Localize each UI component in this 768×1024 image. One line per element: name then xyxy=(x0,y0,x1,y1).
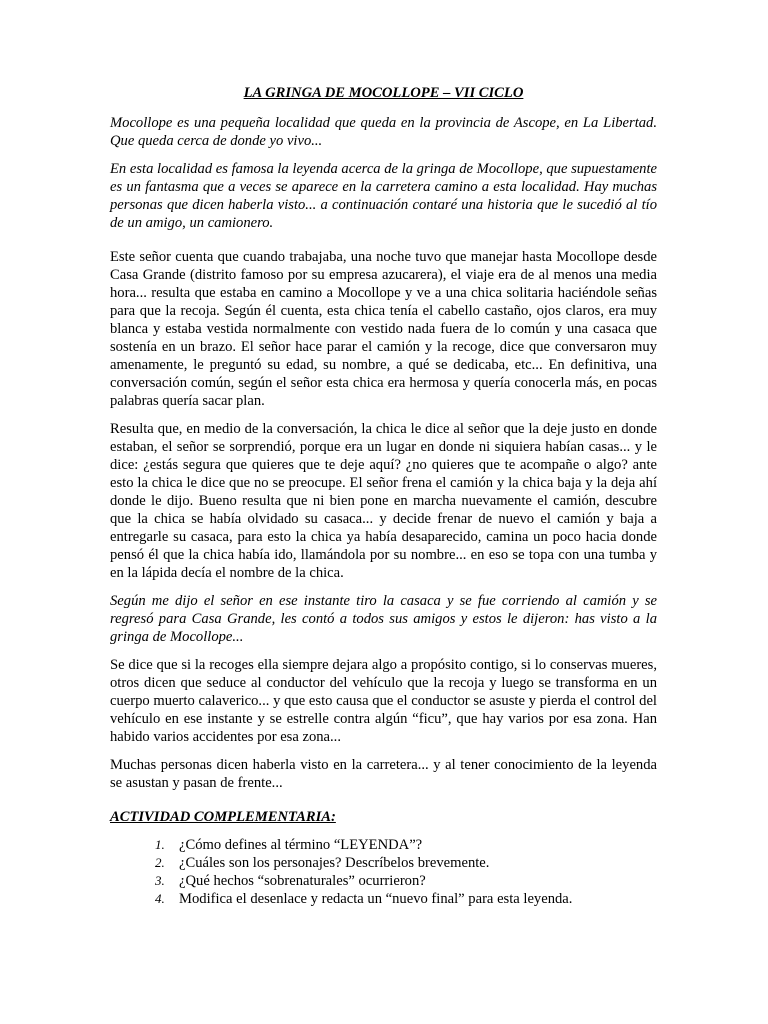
question-number: 4. xyxy=(155,891,165,906)
list-item xyxy=(110,836,657,854)
activity-heading: ACTIVIDAD COMPLEMENTARIA: xyxy=(110,809,336,825)
paragraph-story-middle: Resulta que, en medio de la conversación, la chica le dice al señor que la deje justo en donde estaban, el señor se sorprendió, porque era un lugar en donde ni siquiera habían casas... y le dice: ¿estás segura que quieres que te deje aquí? ¿no quieres que te acompañe o algo? ante esto la chica le dice que no se preocupe. El señor frena el camión y la chica baja y la deja ahí donde le dijo. Bueno resulta que ni bien pone en marcha nuevamente el camión, descubre que la chica se había olvidado su casaca... y decide frenar de nuevo el camión y baja a entregarle su casaca, para esto la chica ya había desaparecido, camina un poco hacia donde pensó él que la chica había ido, llamándola por su nombre... en eso se topa con una tumba y en la lápida decía el nombre de la chica. xyxy=(110,421,657,581)
question-number: 2. xyxy=(155,855,165,870)
question-number: 3. xyxy=(155,873,165,888)
question-text: ¿Cuáles son los personajes? Descríbelos brevemente. xyxy=(179,855,490,871)
list-item xyxy=(110,890,657,908)
question-number: 1. xyxy=(155,837,165,852)
paragraph-story-end: Según me dijo el señor en ese instante tiro la casaca y se fue corriendo al camión y se regresó para Casa Grande, les contó a todos sus amigos y estos le dijeron: has visto a la gringa de Mocollope... xyxy=(110,593,657,645)
question-text: ¿Cómo defines al término “LEYENDA”? xyxy=(179,837,423,853)
list-item xyxy=(110,872,657,890)
question-text: ¿Qué hechos “sobrenaturales” ocurrieron? xyxy=(179,873,426,889)
paragraph-intro: Mocollope es una pequeña localidad que queda en la provincia de Ascope, en La Libertad. Que queda cerca de donde yo vivo... xyxy=(110,115,657,149)
paragraph-closing: Muchas personas dicen haberla visto en la carretera... y al tener conocimiento de la leyenda se asustan y pasan de frente... xyxy=(110,757,657,791)
paragraph-legend-details: Se dice que si la recoges ella siempre dejara algo a propósito contigo, si lo conservas mueres, otros dicen que seduce al conductor del vehículo que la recoja y luego se transforma en un cuerpo muerto calaverico... y que esto causa que el conductor se asuste y pierda el control del vehículo en ese instante y se estrelle contra algún “ficu”, que hay varios por esa zona. Han habido varios accidentes por esa zona... xyxy=(110,657,657,745)
list-item xyxy=(110,854,657,872)
paragraph-story-start: Este señor cuenta que cuando trabajaba, una noche tuvo que manejar hasta Mocollope desde Casa Grande (distrito famoso por su empresa azucarera), el viaje era de al menos una media hora... resulta que estaba en camino a Mocollope y ve a una chica solitaria haciéndole señas para que la recoja. Según él cuenta, esta chica tenía el cabello castaño, ojos claros, era muy blanca y estaba vestida normalmente con vestido nada fuera de lo común y una casaca que sostenía en un brazo. El señor hace parar el camión y la recoge, dice que conversaron muy amenamente, le preguntó su edad, su nombre, a qué se dedicaba, etc... En definitiva, una conversación común, según el señor esta chica era hermosa y quería conocerla más, en pocas palabras quería sacar plan. xyxy=(110,249,657,409)
document-page xyxy=(110,84,657,908)
activity-question-list xyxy=(110,836,657,908)
document-title: LA GRINGA DE MOCOLLOPE – VII CICLO xyxy=(243,85,524,101)
question-text: Modifica el desenlace y redacta un “nuevo final” para esta leyenda. xyxy=(179,891,573,907)
paragraph-legend-intro: En esta localidad es famosa la leyenda acerca de la gringa de Mocollope, que supuestamente es un fantasma que a veces se aparece en la carretera camino a esta localidad. Hay muchas personas que dicen haberla visto... a continuación contaré una historia que le sucedió al tío de un amigo, un camionero. xyxy=(110,161,658,231)
